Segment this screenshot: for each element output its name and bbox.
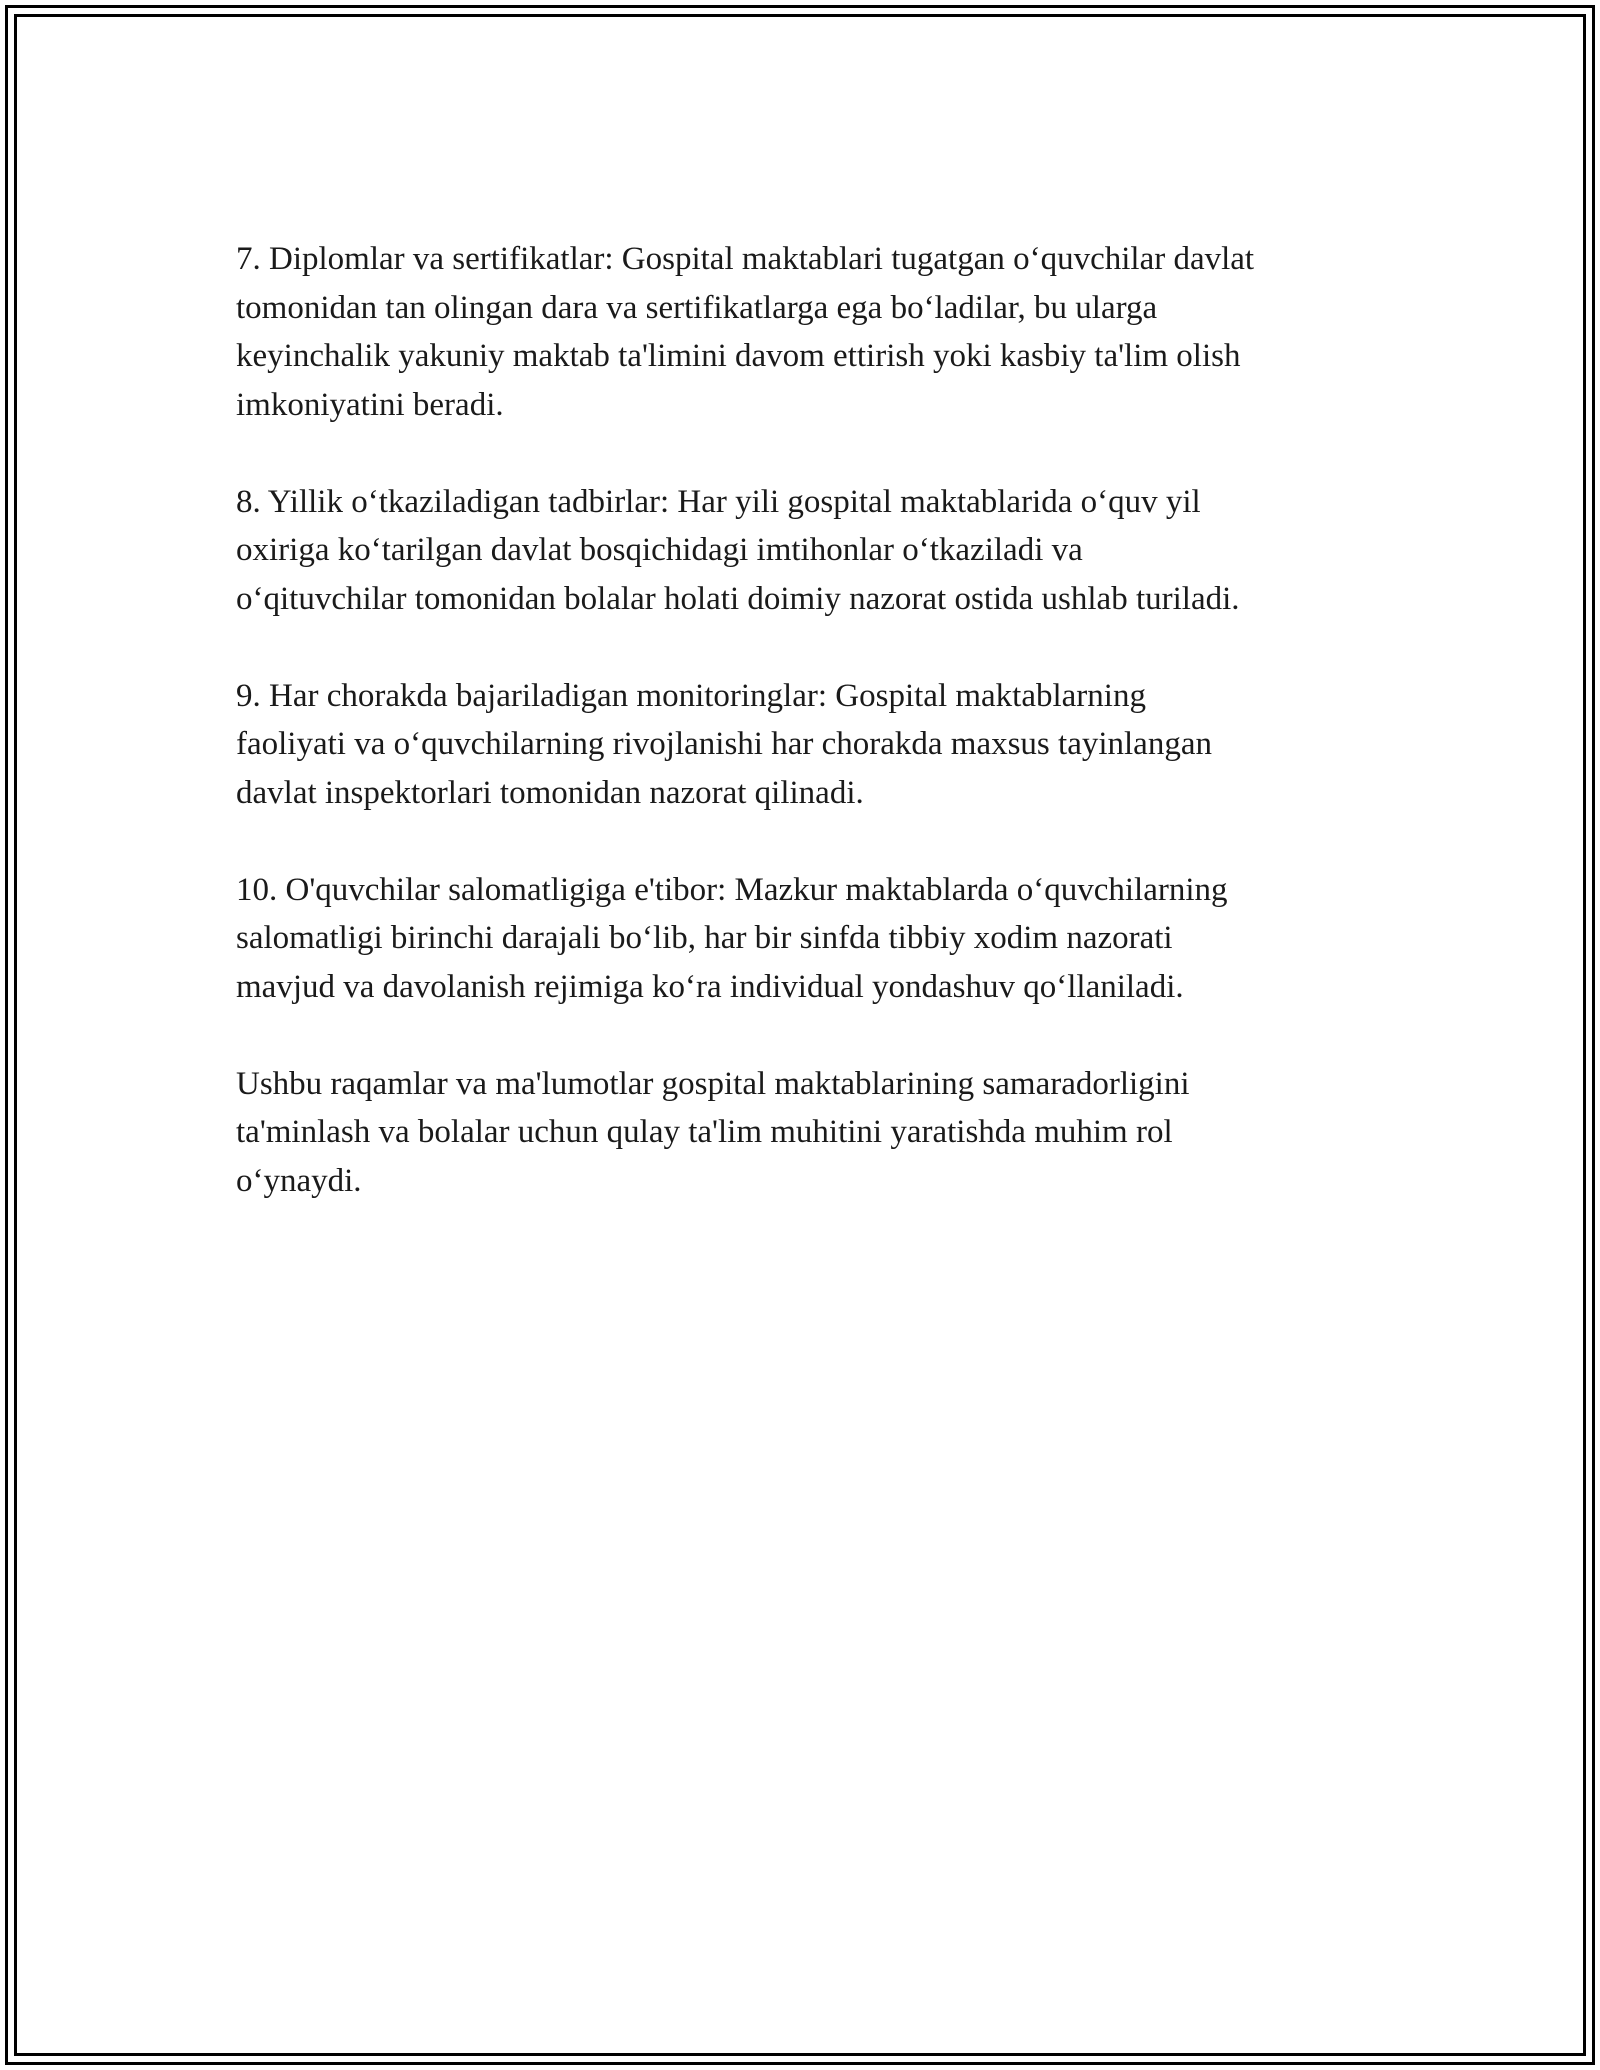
paragraph-diplomas [236, 235, 1386, 429]
text-line: 9. Har chorakda bajariladigan monitoringlar: Gospital maktablarning [236, 677, 1146, 714]
paragraph-quarterly-monitoring [236, 672, 1386, 818]
text-line: o‘ynaydi. [236, 1162, 362, 1199]
paragraph-student-health [236, 866, 1386, 1012]
text-line: mavjud va davolanish rejimiga ko‘ra individual yondashuv qo‘llaniladi. [236, 968, 1184, 1005]
text-line: o‘qituvchilar tomonidan bolalar holati doimiy nazorat ostida ushlab turiladi. [236, 580, 1240, 617]
text-line: 7. Diplomlar va sertifikatlar: Gospital maktablari tugatgan o‘quvchilar davlat [236, 241, 1255, 277]
text-line: faoliyati va o‘quvchilarning rivojlanishi har chorakda maxsus tayinlangan [236, 726, 1212, 762]
text-line: imkoniyatini beradi. [236, 386, 504, 423]
text-line: oxiriga ko‘tarilgan davlat bosqichidagi imtihonlar o‘tkaziladi va [236, 532, 1083, 568]
text-line: ta'minlash va bolalar uchun qulay ta'lim muhitini yaratishda muhim rol [236, 1114, 1173, 1150]
text-line: Ushbu raqamlar va ma'lumotlar gospital maktablarining samaradorligini [236, 1065, 1190, 1102]
text-line: davlat inspektorlari tomonidan nazorat qilinadi. [236, 774, 864, 811]
text-line: 8. Yillik o‘tkaziladigan tadbirlar: Har yili gospital maktablarida o‘quv yil [236, 483, 1201, 520]
text-line: salomatligi birinchi darajali bo‘lib, har bir sinfda tibbiy xodim nazorati [236, 920, 1173, 956]
text-line: keyinchalik yakuniy maktab ta'limini davom ettirish yoki kasbiy ta'lim olish [236, 338, 1241, 374]
paragraph-conclusion [236, 1060, 1386, 1206]
text-line: tomonidan tan olingan dara va sertifikatlarga ega bo‘ladilar, bu ularga [236, 289, 1158, 326]
paragraph-annual-events [236, 478, 1386, 624]
document-body [236, 235, 1386, 1254]
text-line: 10. O'quvchilar salomatligiga e'tibor: Mazkur maktablarda o‘quvchilarning [236, 871, 1228, 908]
